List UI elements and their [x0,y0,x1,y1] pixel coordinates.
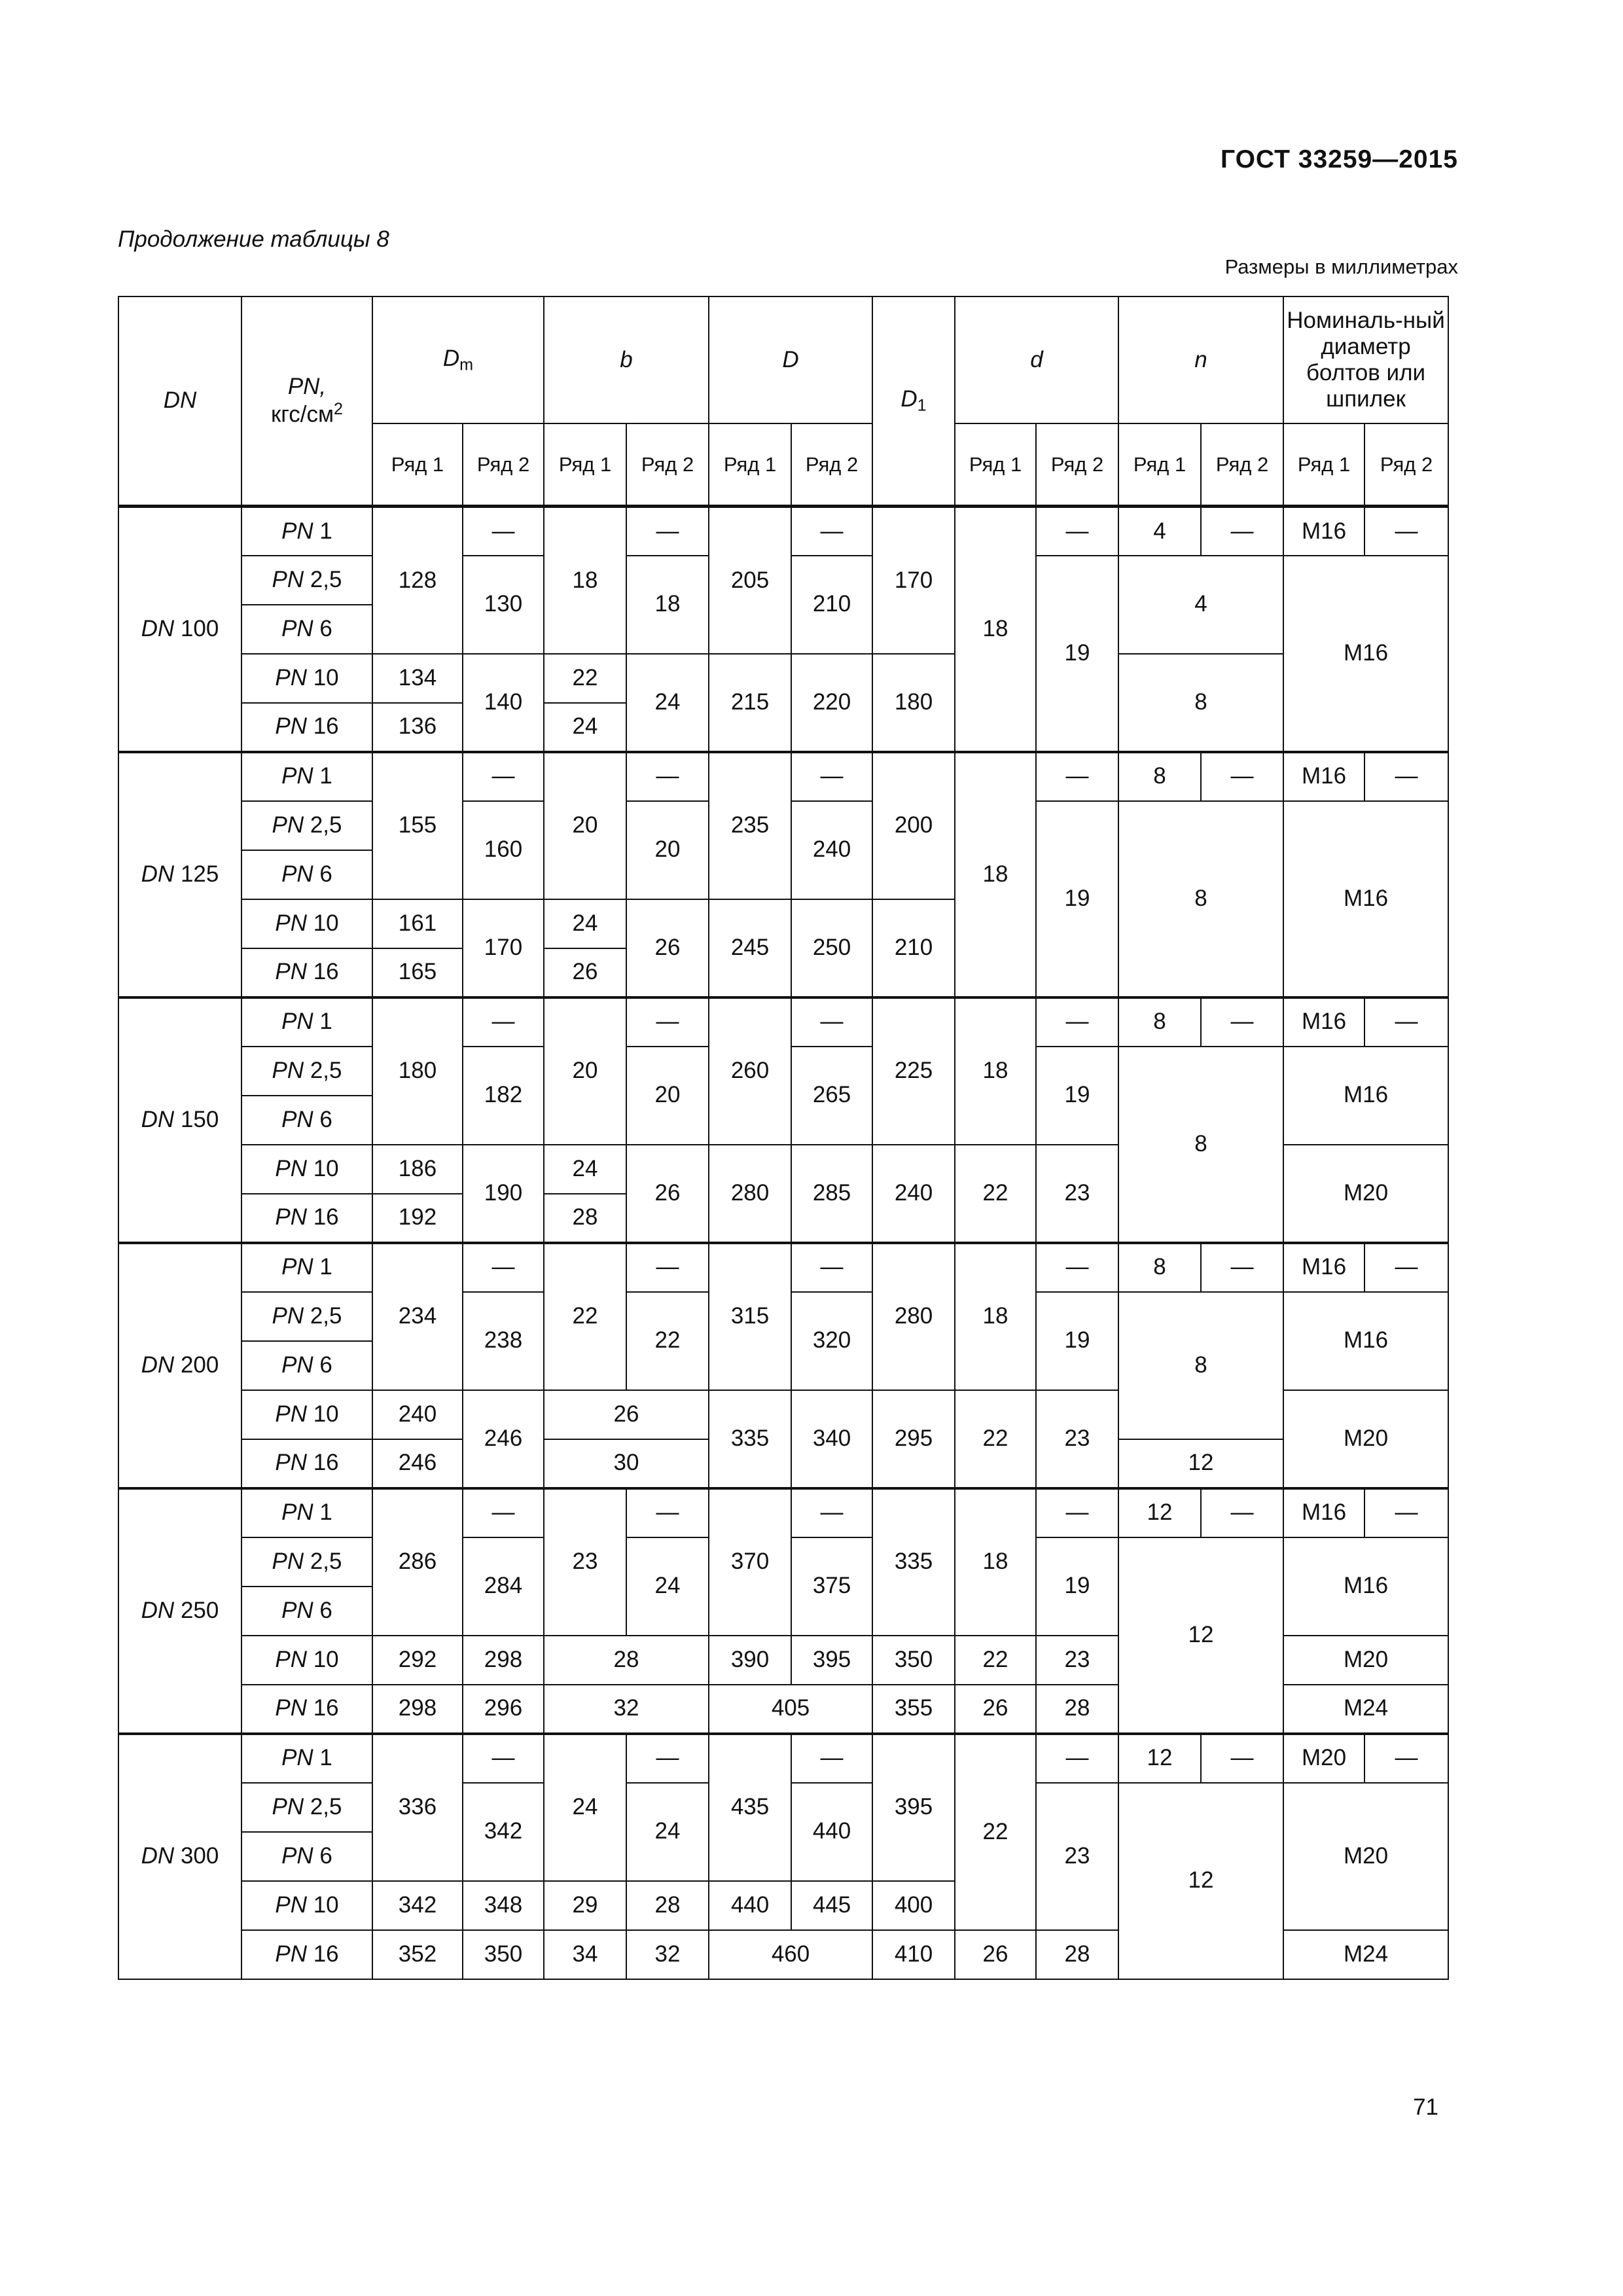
header-row1: Ряд 1 [1118,423,1201,507]
bolt-row1-cell: M16 [1283,1488,1364,1537]
d-outer-row2-cell: — [791,1243,872,1292]
pn-cell: PN 6 [241,1832,372,1881]
dm-row1-cell: 336 [372,1734,463,1881]
header-dn: DN [118,296,241,507]
pn-cell: PN 10 [241,899,372,948]
b-row1-cell: 20 [544,752,626,899]
d-hole-row1-cell: 18 [955,752,1036,997]
d-hole-row2-cell: — [1036,1734,1118,1783]
pn-cell: PN 10 [241,1636,372,1685]
d-hole-row1-cell: 26 [955,1930,1036,1979]
pn-cell: PN 6 [241,850,372,899]
header-row1: Ряд 1 [1283,423,1364,507]
b-row2-cell: 20 [626,1047,709,1145]
header-row2: Ряд 2 [1201,423,1283,507]
pn-cell: PN 6 [241,1096,372,1145]
d-outer-row2-cell: 285 [791,1145,872,1243]
b-row1-cell: 24 [544,1145,626,1194]
header-row2: Ряд 2 [1036,423,1118,507]
pn-cell: PN 10 [241,1145,372,1194]
b-row1-cell: 18 [544,507,626,654]
b-row1-cell: 20 [544,997,626,1145]
n-row1-cell: 12 [1118,1488,1201,1537]
units-note: Размеры в миллиметрах [1224,255,1458,278]
d-hole-row1-cell: 26 [955,1685,1036,1734]
bolt-row1-cell: M16 [1283,1243,1364,1292]
d-hole-row1-cell: 18 [955,507,1036,752]
bolt-row2-cell: — [1364,1734,1448,1783]
n-row2-cell: — [1201,1734,1283,1783]
d1-cell: 200 [872,752,955,899]
table-row [118,1243,1448,1292]
n-cell: 8 [1118,654,1283,752]
d1-cell: 240 [872,1145,955,1243]
pn-cell: PN 16 [241,1930,372,1979]
dm-row2-cell: 350 [463,1930,544,1979]
d1-cell: 355 [872,1685,955,1734]
b-cell: 26 [544,1390,709,1439]
b-row2-cell: — [626,997,709,1047]
bolt-cell: M24 [1283,1685,1448,1734]
bolt-cell: M16 [1283,801,1448,997]
d1-cell: 210 [872,899,955,997]
d-outer-row1-cell: 205 [709,507,791,654]
d-outer-row2-cell: 240 [791,801,872,899]
d-hole-row1-cell: 22 [955,1390,1036,1488]
d-outer-row2-cell: — [791,997,872,1047]
dm-row2-cell: 130 [463,556,544,654]
b-row2-cell: 20 [626,801,709,899]
header-row1: Ряд 1 [955,423,1036,507]
pn-cell: PN 2,5 [241,1047,372,1096]
dn-cell: DN 200 [118,1243,241,1488]
b-row2-cell: — [626,752,709,801]
pn-cell: PN 6 [241,605,372,654]
d-hole-row2-cell: 28 [1036,1685,1118,1734]
d-hole-row2-cell: 19 [1036,1047,1118,1145]
d1-cell: 410 [872,1930,955,1979]
dm-row2-cell: 342 [463,1783,544,1881]
dm-row2-cell: 348 [463,1881,544,1930]
b-row2-cell: — [626,1488,709,1537]
d-outer-row2-cell: 320 [791,1292,872,1390]
pn-cell: PN 2,5 [241,1292,372,1341]
dm-row1-cell: 136 [372,703,463,752]
table-row [118,752,1448,801]
dm-row1-cell: 286 [372,1488,463,1636]
b-row2-cell: 32 [626,1930,709,1979]
d-outer-row2-cell: 375 [791,1537,872,1636]
header-dm: $D_m$ [372,296,544,423]
table-header [118,296,1448,507]
table-continuation-caption: Продолжение таблицы 8 [118,226,389,252]
b-row1-cell: 23 [544,1488,626,1636]
dm-row2-cell: 238 [463,1292,544,1390]
dm-row1-cell: 161 [372,899,463,948]
b-row1-cell: 24 [544,1734,626,1881]
pn-cell: PN 6 [241,1341,372,1390]
table-row [118,507,1448,556]
pn-cell: PN 1 [241,1243,372,1292]
dm-row1-cell: 298 [372,1685,463,1734]
bolt-row2-cell: — [1364,752,1448,801]
d-outer-row1-cell: 215 [709,654,791,752]
header-row2: Ряд 2 [463,423,544,507]
dm-row2-cell: — [463,1734,544,1783]
d1-cell: 350 [872,1636,955,1685]
dm-row2-cell: — [463,1243,544,1292]
n-row2-cell: — [1201,752,1283,801]
b-row2-cell: 24 [626,654,709,752]
pn-cell: PN 16 [241,1685,372,1734]
b-row1-cell: 22 [544,654,626,703]
table-row [118,997,1448,1047]
bolt-row1-cell: M16 [1283,997,1364,1047]
d-hole-row1-cell: 18 [955,1243,1036,1390]
d-outer-row1-cell: 440 [709,1881,791,1930]
d-outer-row2-cell: 250 [791,899,872,997]
b-cell: 28 [544,1636,709,1685]
d-outer-row1-cell: 370 [709,1488,791,1636]
b-row2-cell: 28 [626,1881,709,1930]
dm-row1-cell: 240 [372,1390,463,1439]
b-row2-cell: 24 [626,1537,709,1636]
header-row2: Ряд 2 [626,423,709,507]
d-hole-row2-cell: — [1036,752,1118,801]
d-outer-row1-cell: 260 [709,997,791,1145]
bolt-row2-cell: — [1364,507,1448,556]
d-hole-row1-cell: 22 [955,1145,1036,1243]
dm-row2-cell: 190 [463,1145,544,1243]
dm-row2-cell: 284 [463,1537,544,1636]
pn-cell: PN 16 [241,1439,372,1488]
d1-cell: 295 [872,1390,955,1488]
dm-row1-cell: 186 [372,1145,463,1194]
pn-cell: PN 2,5 [241,556,372,605]
dm-row2-cell: 160 [463,801,544,899]
d-outer-row1-cell: 435 [709,1734,791,1881]
d1-cell: 170 [872,507,955,654]
b-row2-cell: 26 [626,1145,709,1243]
pn-cell: PN 16 [241,1194,372,1243]
bolt-cell: M16 [1283,1537,1448,1636]
d-outer-row1-cell: 335 [709,1390,791,1488]
d-hole-row2-cell: — [1036,507,1118,556]
b-row2-cell: — [626,507,709,556]
dn-cell: DN 125 [118,752,241,997]
dm-row2-cell: — [463,997,544,1047]
dm-row2-cell: 296 [463,1685,544,1734]
bolt-cell: M16 [1283,1047,1448,1145]
bolt-row1-cell: M16 [1283,752,1364,801]
bolt-cell: M16 [1283,1292,1448,1390]
b-row2-cell: 18 [626,556,709,654]
header-row1: Ряд 1 [709,423,791,507]
bolt-row1-cell: M16 [1283,507,1364,556]
d-outer-row2-cell: 395 [791,1636,872,1685]
header-d-outer: D [709,296,872,423]
b-row2-cell: 22 [626,1292,709,1390]
standard-designation: ГОСТ 33259—2015 [1221,145,1458,173]
d-hole-row1-cell: 18 [955,997,1036,1145]
b-row1-cell: 26 [544,948,626,997]
d-hole-row2-cell: 23 [1036,1145,1118,1243]
d-hole-row2-cell: — [1036,1243,1118,1292]
d-outer-row2-cell: 445 [791,1881,872,1930]
table-row [118,1488,1448,1537]
d-hole-row1-cell: 22 [955,1636,1036,1685]
header-row1: Ряд 1 [544,423,626,507]
dm-row2-cell: 170 [463,899,544,997]
d-outer-row1-cell: 235 [709,752,791,899]
pn-cell: PN 10 [241,1390,372,1439]
d-outer-row2-cell: 440 [791,1783,872,1881]
bolt-cell: M20 [1283,1636,1448,1685]
pn-cell: PN 1 [241,507,372,556]
n-row1-cell: 8 [1118,752,1201,801]
d1-cell: 335 [872,1488,955,1636]
dm-row2-cell: 246 [463,1390,544,1488]
table-body [118,507,1448,1979]
header-bolt-diameter: Номиналь-ный диаметр болтов или шпилек [1283,296,1448,423]
b-row2-cell: 26 [626,899,709,997]
header-row1: Ряд 1 [372,423,463,507]
d-outer-row1-cell: 245 [709,899,791,997]
dn-cell: DN 300 [118,1734,241,1979]
dm-row1-cell: 134 [372,654,463,703]
dn-cell: DN 150 [118,997,241,1243]
pn-cell: PN 2,5 [241,1783,372,1832]
n-row1-cell: 12 [1118,1734,1201,1783]
bolt-cell: M20 [1283,1783,1448,1930]
bolt-row2-cell: — [1364,1243,1448,1292]
b-cell: 32 [544,1685,709,1734]
dm-row1-cell: 180 [372,997,463,1145]
n-row1-cell: 8 [1118,1243,1201,1292]
d-outer-row2-cell: 210 [791,556,872,654]
d-hole-row1-cell: 18 [955,1488,1036,1636]
b-row1-cell: 28 [544,1194,626,1243]
header-pn: PN, кгс/$см^2$ [241,296,372,507]
pn-cell: PN 2,5 [241,1537,372,1587]
d1-cell: 395 [872,1734,955,1881]
d1-cell: 280 [872,1243,955,1390]
dm-row1-cell: 165 [372,948,463,997]
d-hole-row2-cell: — [1036,997,1118,1047]
bolt-row2-cell: — [1364,1488,1448,1537]
dm-row2-cell: 140 [463,654,544,752]
header-row2: Ряд 2 [791,423,872,507]
n-row2-cell: — [1201,507,1283,556]
d-outer-row2-cell: — [791,507,872,556]
table-row [118,654,1448,703]
pn-cell: PN 6 [241,1587,372,1636]
header-d1: $D_1$ [872,296,955,507]
b-row1-cell: 24 [544,899,626,948]
dm-row2-cell: — [463,507,544,556]
d-outer-cell: 405 [709,1685,872,1734]
d-outer-row1-cell: 280 [709,1145,791,1243]
d-outer-row1-cell: 315 [709,1243,791,1390]
dm-row2-cell: — [463,752,544,801]
d1-cell: 225 [872,997,955,1145]
d-outer-row2-cell: — [791,752,872,801]
bolt-cell: M24 [1283,1930,1448,1979]
n-row1-cell: 8 [1118,997,1201,1047]
d-hole-row2-cell: 23 [1036,1783,1118,1930]
header-n: n [1118,296,1283,423]
d-hole-row2-cell: 19 [1036,801,1118,997]
d-hole-row2-cell: 19 [1036,1537,1118,1636]
dm-row2-cell: — [463,1488,544,1537]
pn-cell: PN 2,5 [241,801,372,850]
pn-cell: PN 1 [241,1734,372,1783]
n-cell: 12 [1118,1537,1283,1734]
dm-row1-cell: 234 [372,1243,463,1390]
dm-row1-cell: 342 [372,1881,463,1930]
bolt-row2-cell: — [1364,997,1448,1047]
dn-cell: DN 100 [118,507,241,752]
d-hole-row2-cell: 23 [1036,1636,1118,1685]
d-hole-row2-cell: 23 [1036,1390,1118,1488]
d-outer-row2-cell: — [791,1488,872,1537]
d-hole-row2-cell: 19 [1036,556,1118,752]
b-row1-cell: 24 [544,703,626,752]
dm-row2-cell: 298 [463,1636,544,1685]
dm-row2-cell: 182 [463,1047,544,1145]
pn-cell: PN 16 [241,948,372,997]
n-row2-cell: — [1201,1488,1283,1537]
n-cell: 8 [1118,1047,1283,1243]
d-outer-row2-cell: 265 [791,1047,872,1145]
d-hole-row1-cell: 22 [955,1734,1036,1930]
bolt-row1-cell: M20 [1283,1734,1364,1783]
d-outer-row2-cell: 340 [791,1390,872,1488]
d1-cell: 180 [872,654,955,752]
b-row1-cell: 29 [544,1881,626,1930]
b-row2-cell: — [626,1243,709,1292]
flange-dimensions-table [118,296,1449,1980]
d-outer-row2-cell: 220 [791,654,872,752]
bolt-cell: M20 [1283,1390,1448,1488]
dm-row1-cell: 128 [372,507,463,654]
pn-cell: PN 1 [241,1488,372,1537]
b-row2-cell: 24 [626,1783,709,1881]
table-row [118,1734,1448,1783]
d-outer-cell: 460 [709,1930,872,1979]
b-row1-cell: 22 [544,1243,626,1390]
n-cell: 12 [1118,1439,1283,1488]
b-row1-cell: 34 [544,1930,626,1979]
header-row2: Ряд 2 [1364,423,1448,507]
b-cell: 30 [544,1439,709,1488]
dm-row1-cell: 155 [372,752,463,899]
n-row1-cell: 4 [1118,507,1201,556]
pn-cell: PN 10 [241,1881,372,1930]
page-number: 71 [1413,2094,1438,2120]
d-hole-row2-cell: 28 [1036,1930,1118,1979]
pn-cell: PN 1 [241,997,372,1047]
bolt-cell: M20 [1283,1145,1448,1243]
d-outer-row1-cell: 390 [709,1636,791,1685]
dm-row1-cell: 352 [372,1930,463,1979]
dn-cell: DN 250 [118,1488,241,1734]
d-hole-row2-cell: — [1036,1488,1118,1537]
dm-row1-cell: 192 [372,1194,463,1243]
header-b: b [544,296,709,423]
n-cell: 12 [1118,1783,1283,1979]
pn-cell: PN 1 [241,752,372,801]
bolt-cell: M16 [1283,556,1448,752]
d1-cell: 400 [872,1881,955,1930]
n-cell: 8 [1118,1292,1283,1439]
n-row2-cell: — [1201,1243,1283,1292]
header-d-hole: d [955,296,1118,423]
b-row2-cell: — [626,1734,709,1783]
pn-cell: PN 16 [241,703,372,752]
pn-cell: PN 10 [241,654,372,703]
n-cell: 4 [1118,556,1283,654]
n-row2-cell: — [1201,997,1283,1047]
d-hole-row2-cell: 19 [1036,1292,1118,1390]
dm-row1-cell: 292 [372,1636,463,1685]
d-outer-row2-cell: — [791,1734,872,1783]
dm-row1-cell: 246 [372,1439,463,1488]
n-cell: 8 [1118,801,1283,997]
